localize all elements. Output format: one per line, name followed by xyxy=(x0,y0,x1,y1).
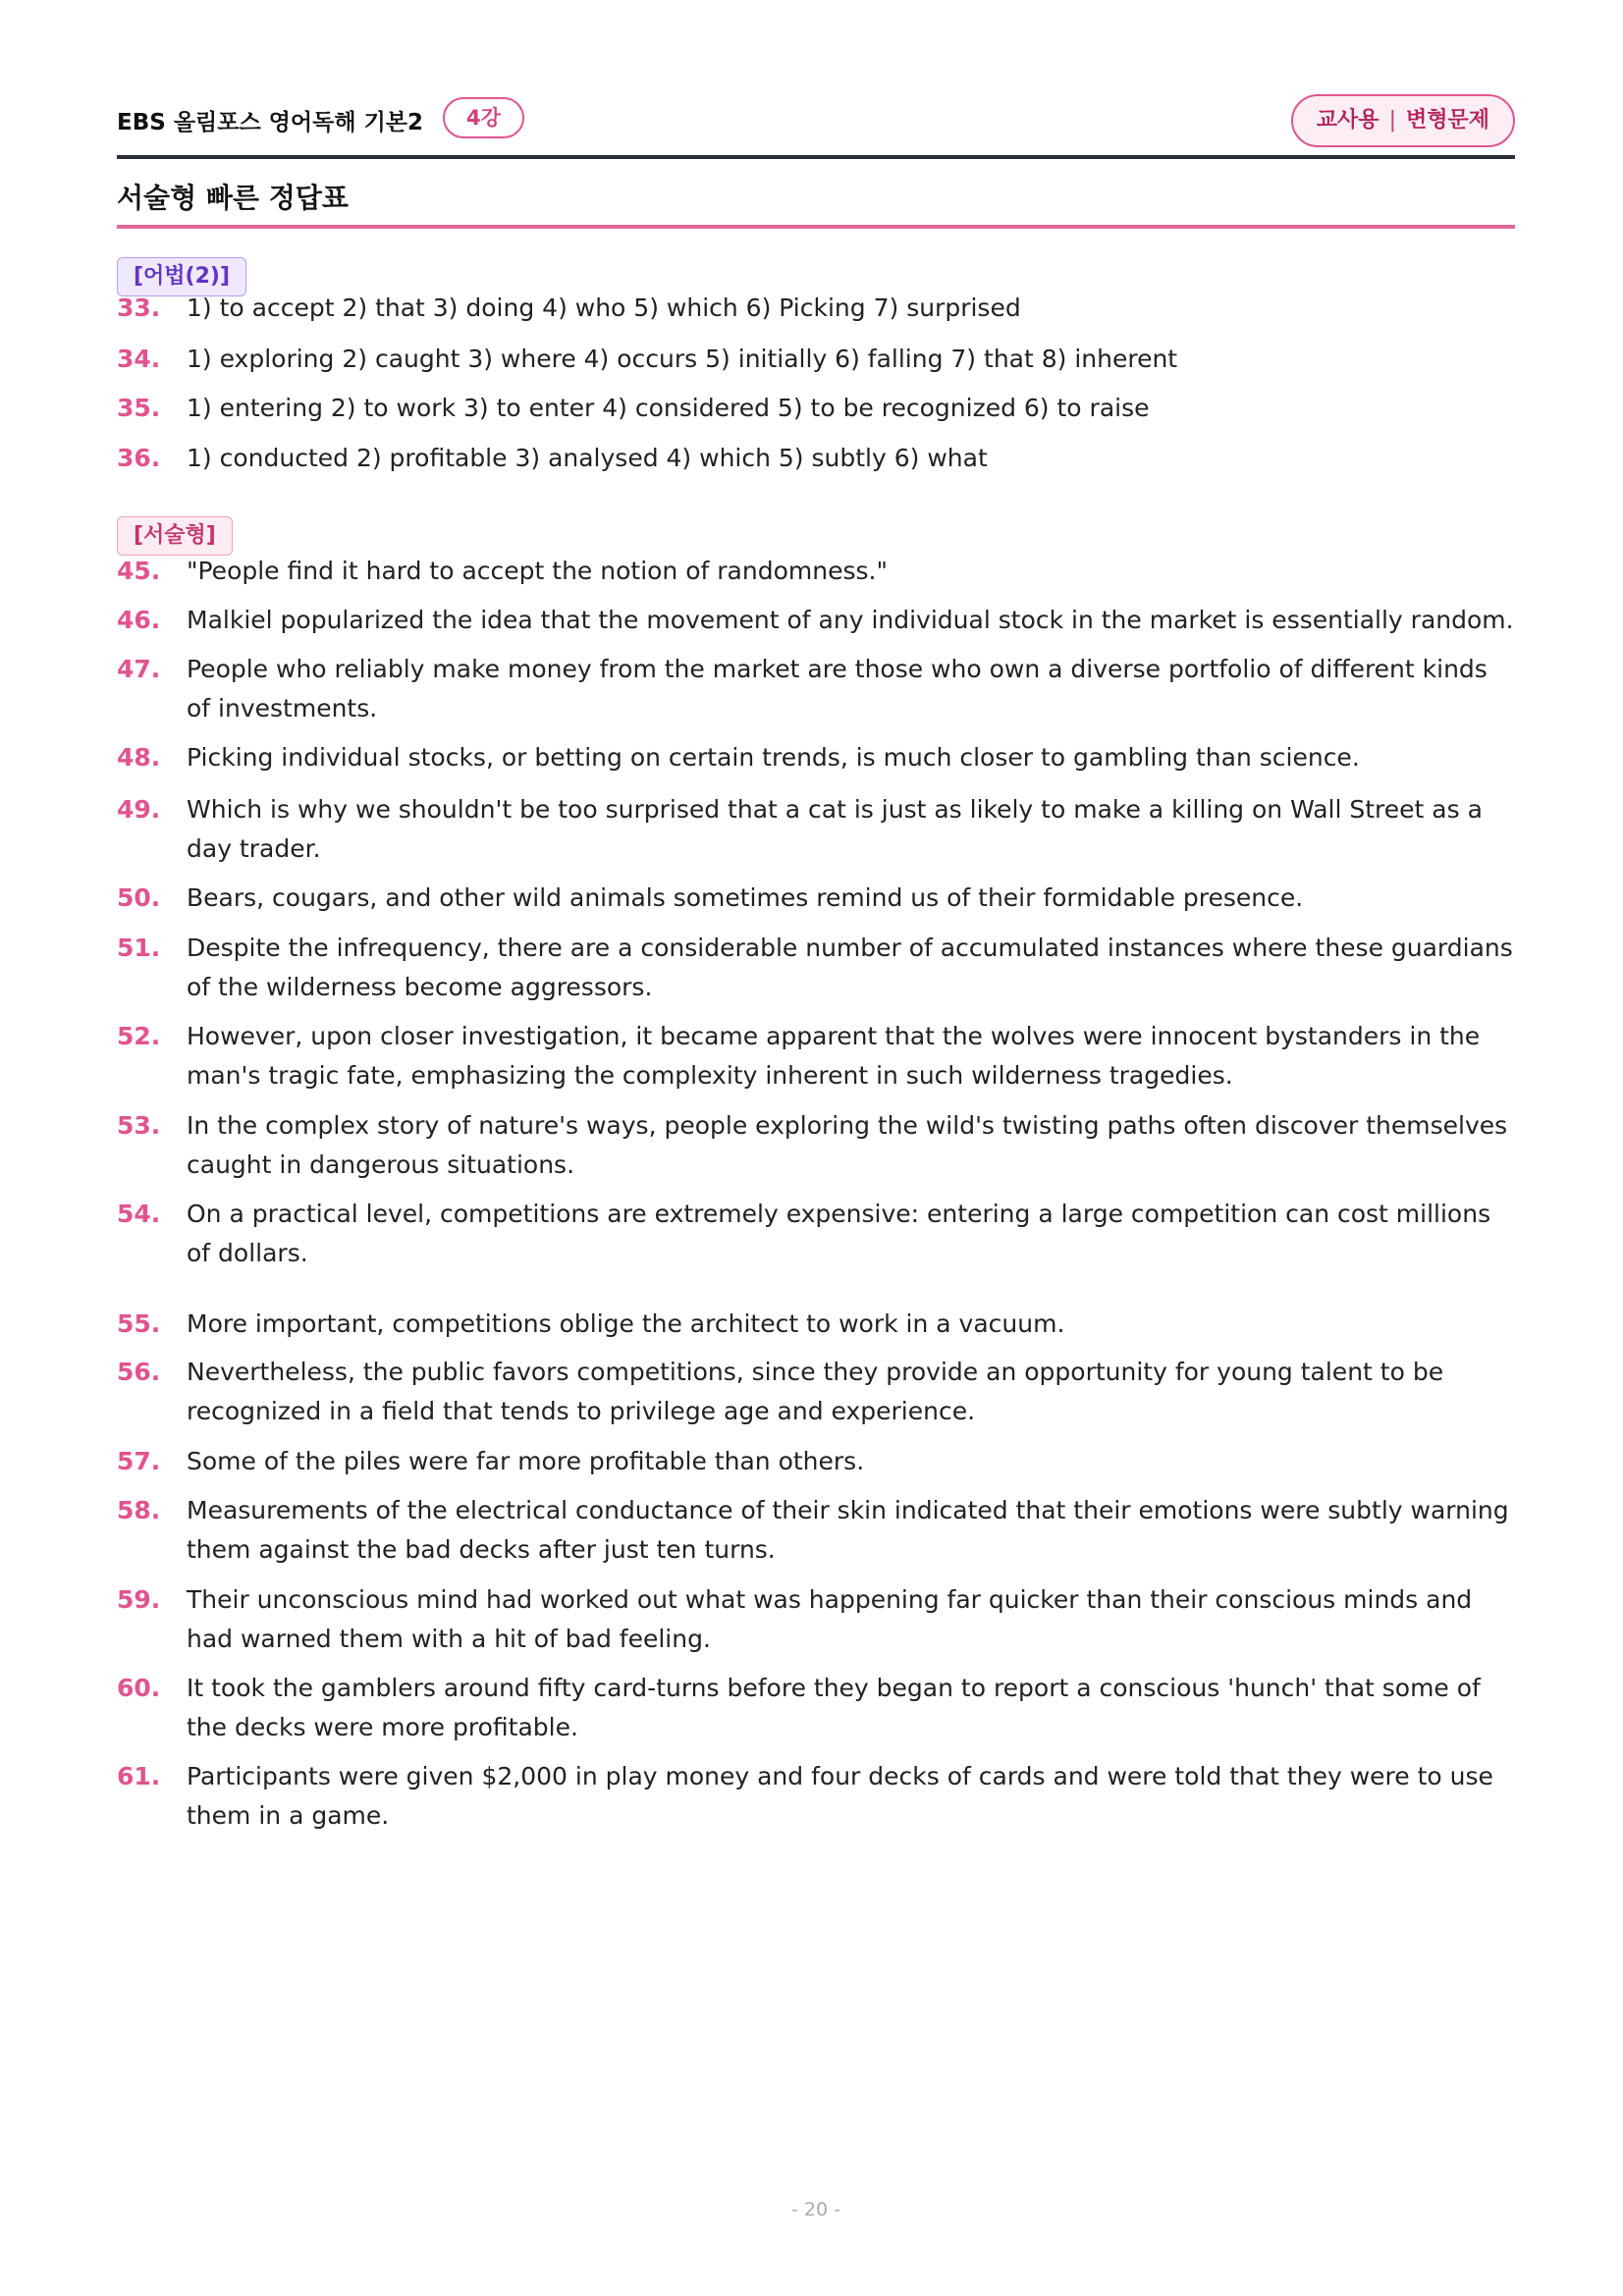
item-text: Bears, cougars, and other wild animals sometimes remind us of their formidable presence. xyxy=(187,883,1304,912)
item-text: More important, competitions oblige the architect to work in a vacuum. xyxy=(187,1309,1065,1338)
item-number: 49. xyxy=(117,795,161,824)
item-number: 33. xyxy=(117,294,161,322)
group-tag-grammar: [어법(2)] xyxy=(117,257,246,296)
item-text: 1) exploring 2) caught 3) where 4) occurs 5) initially 6) falling 7) that 8) inherent xyxy=(187,345,1178,373)
item-number: 47. xyxy=(117,655,161,683)
item-number: 60. xyxy=(117,1674,161,1702)
item-number: 56. xyxy=(117,1358,161,1386)
item-number: 51. xyxy=(117,934,161,962)
item-text: Picking individual stocks, or betting on certain trends, is much closer to gambling than science. xyxy=(187,743,1360,772)
item-text: In the complex story of nature's ways, people exploring the wild's twisting paths often discover themselves caught in dangerous situations. xyxy=(187,1111,1508,1179)
item-number: 55. xyxy=(117,1309,161,1338)
item-number: 57. xyxy=(117,1447,161,1475)
tag-separator: | xyxy=(1388,108,1396,133)
item-number: 58. xyxy=(117,1496,161,1524)
teacher-edition-tag xyxy=(1291,94,1515,147)
book-title: EBS 올림포스 영어독해 기본2 xyxy=(117,110,424,135)
item-text: Measurements of the electrical conductance of their skin indicated that their emotions were subtly warning them against the bad decks after just ten turns. xyxy=(187,1496,1509,1564)
item-number: 53. xyxy=(117,1111,161,1140)
item-number: 36. xyxy=(117,444,161,472)
item-text: On a practical level, competitions are extremely expensive: entering a large competition can cost millions of dollars. xyxy=(187,1200,1491,1267)
item-number: 48. xyxy=(117,743,161,772)
item-number: 34. xyxy=(117,345,161,373)
item-text: 1) to accept 2) that 3) doing 4) who 5) which 6) Picking 7) surprised xyxy=(187,294,1021,322)
lesson-badge: 4강 xyxy=(443,97,524,138)
item-number: 35. xyxy=(117,394,161,422)
item-text: People who reliably make money from the market are those who own a diverse portfolio of different kinds of investments. xyxy=(187,655,1488,722)
item-text: However, upon closer investigation, it became apparent that the wolves were innocent bystanders in the man's tragic fate, emphasizing the complexity inherent in such wilderness tragedies. xyxy=(187,1022,1481,1090)
header-divider xyxy=(117,155,1515,159)
section-divider xyxy=(117,225,1515,229)
item-number: 59. xyxy=(117,1585,161,1614)
page-number: - 20 - xyxy=(791,2199,840,2220)
item-text: 1) conducted 2) profitable 3) analysed 4) which 5) subtly 6) what xyxy=(187,444,988,472)
item-text: Some of the piles were far more profitable than others. xyxy=(187,1447,865,1475)
item-text: Which is why we shouldn't be too surprised that a cat is just as likely to make a killing on Wall Street as a day trader. xyxy=(187,795,1483,863)
item-text: Despite the infrequency, there are a considerable number of accumulated instances where these guardians of the wilderness become aggressors. xyxy=(187,934,1513,1001)
item-text: Participants were given $2,000 in play money and four decks of cards and were told that they were to use them in a game. xyxy=(187,1762,1493,1830)
item-text: Nevertheless, the public favors competitions, since they provide an opportunity for young talent to be recognized in a field that tends to privilege age and experience. xyxy=(187,1358,1444,1425)
item-text: Malkiel popularized the idea that the movement of any individual stock in the market is essentially random. xyxy=(187,606,1514,634)
section-title: 서술형 빠른 정답표 xyxy=(117,182,349,214)
item-number: 50. xyxy=(117,883,161,912)
item-text: 1) entering 2) to work 3) to enter 4) considered 5) to be recognized 6) to raise xyxy=(187,394,1150,422)
teacher-tag-label: 교사용 xyxy=(1316,108,1380,133)
item-number: 54. xyxy=(117,1200,161,1228)
item-text: Their unconscious mind had worked out what was happening far quicker than their conscious minds and had warned them with a hit of bad feeling. xyxy=(187,1585,1473,1653)
item-number: 45. xyxy=(117,557,161,585)
group-tag-writing: [서술형] xyxy=(117,516,233,556)
item-number: 61. xyxy=(117,1762,161,1790)
item-number: 46. xyxy=(117,606,161,634)
variant-tag-label: 변형문제 xyxy=(1405,108,1489,133)
item-number: 52. xyxy=(117,1022,161,1050)
item-text: It took the gamblers around fifty card-turns before they began to report a conscious 'hunch' that some of the decks were more profitable. xyxy=(187,1674,1481,1741)
page-header xyxy=(117,94,1515,149)
item-text: "People find it hard to accept the notion of randomness." xyxy=(187,557,888,585)
